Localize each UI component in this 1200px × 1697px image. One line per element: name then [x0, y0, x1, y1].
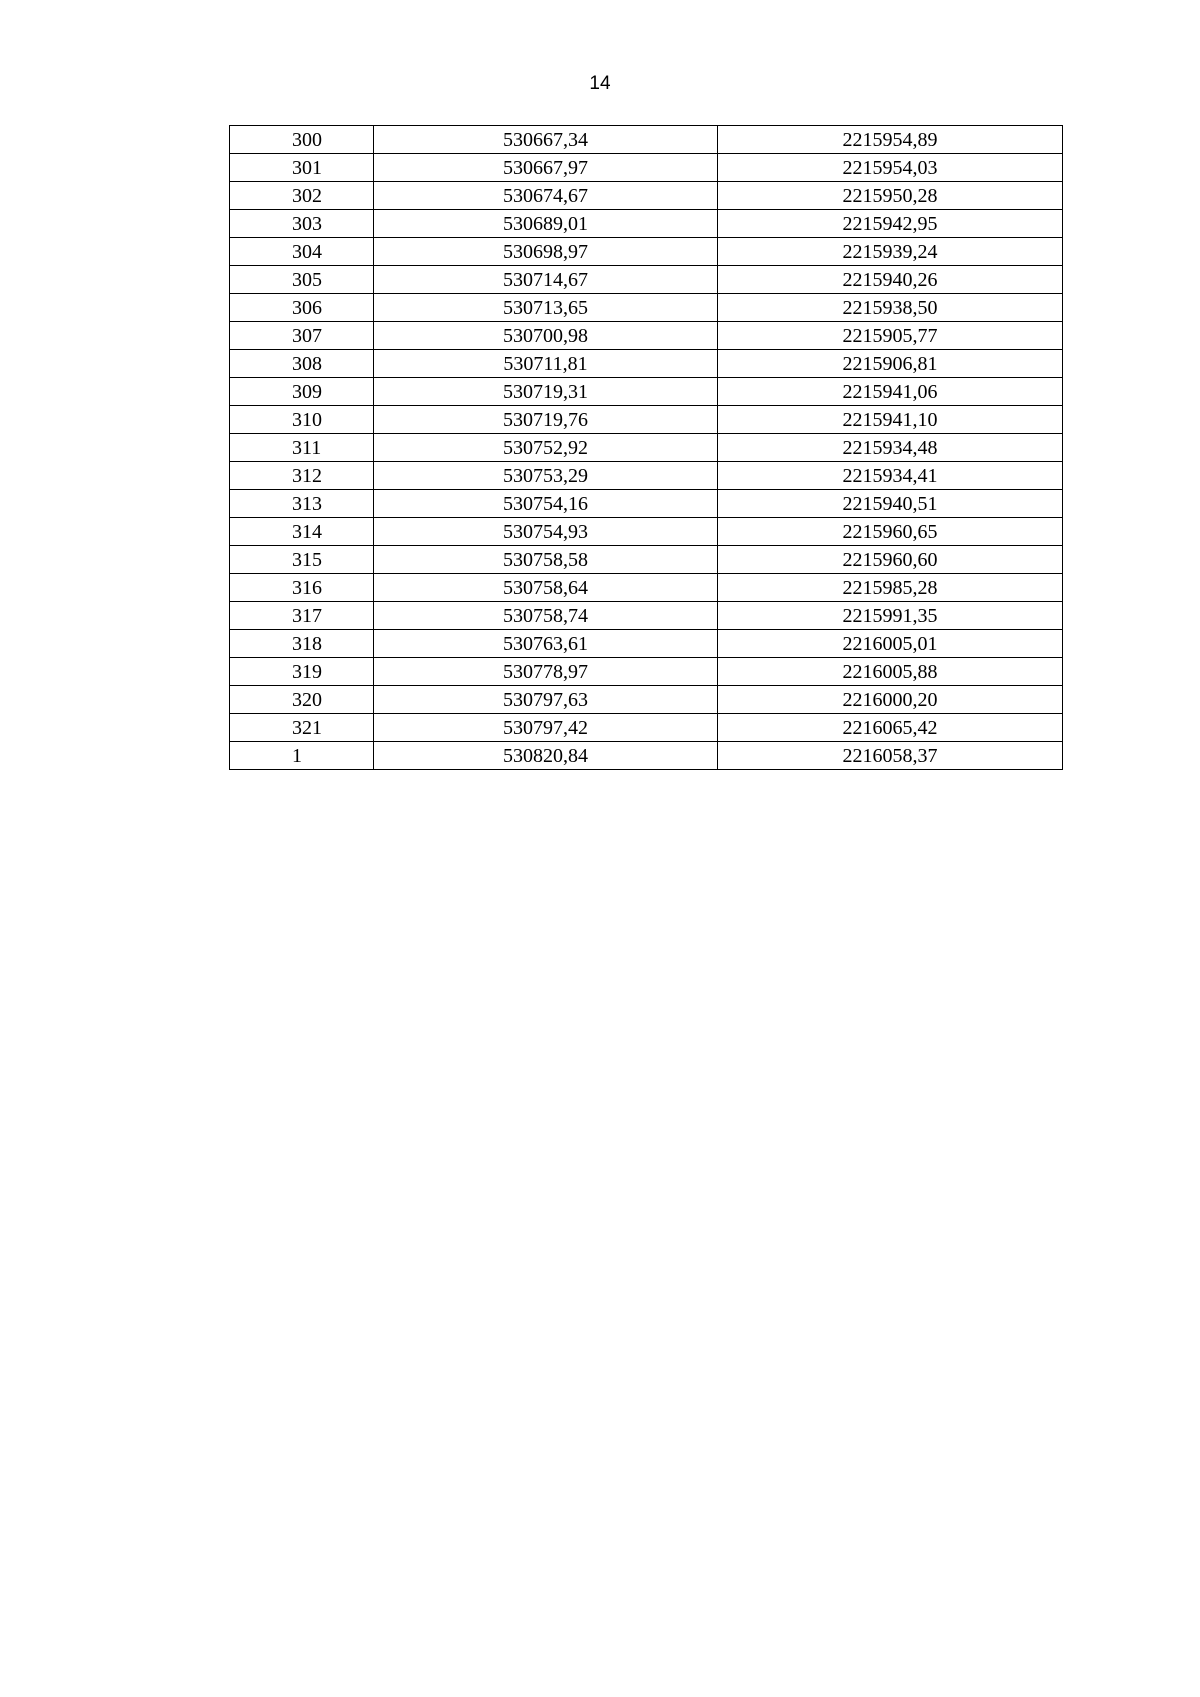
point-number-cell: 309 — [230, 378, 374, 406]
point-number-cell: 320 — [230, 686, 374, 714]
table-row — [230, 434, 1063, 462]
y-coordinate-cell: 2216000,20 — [718, 686, 1063, 714]
coordinates-table — [229, 125, 1063, 770]
y-coordinate-cell: 2216005,01 — [718, 630, 1063, 658]
x-coordinate-cell: 530689,01 — [374, 210, 718, 238]
point-number-cell: 1 — [230, 742, 374, 770]
table-row — [230, 154, 1063, 182]
point-number-cell: 317 — [230, 602, 374, 630]
y-coordinate-cell: 2216065,42 — [718, 714, 1063, 742]
y-coordinate-cell: 2215934,48 — [718, 434, 1063, 462]
x-coordinate-cell: 530763,61 — [374, 630, 718, 658]
x-coordinate-cell: 530713,65 — [374, 294, 718, 322]
x-coordinate-cell: 530752,92 — [374, 434, 718, 462]
x-coordinate-cell: 530719,31 — [374, 378, 718, 406]
x-coordinate-cell: 530778,97 — [374, 658, 718, 686]
table-row — [230, 266, 1063, 294]
table-row — [230, 462, 1063, 490]
point-number-cell: 319 — [230, 658, 374, 686]
table-row — [230, 630, 1063, 658]
point-number-cell: 301 — [230, 154, 374, 182]
point-number-cell: 318 — [230, 630, 374, 658]
y-coordinate-cell: 2215950,28 — [718, 182, 1063, 210]
x-coordinate-cell: 530753,29 — [374, 462, 718, 490]
x-coordinate-cell: 530797,42 — [374, 714, 718, 742]
y-coordinate-cell: 2215941,10 — [718, 406, 1063, 434]
x-coordinate-cell: 530797,63 — [374, 686, 718, 714]
y-coordinate-cell: 2215905,77 — [718, 322, 1063, 350]
point-number-cell: 308 — [230, 350, 374, 378]
table-row — [230, 378, 1063, 406]
table-row — [230, 322, 1063, 350]
table-row — [230, 546, 1063, 574]
point-number-cell: 310 — [230, 406, 374, 434]
point-number-cell: 312 — [230, 462, 374, 490]
y-coordinate-cell: 2216005,88 — [718, 658, 1063, 686]
point-number-cell: 316 — [230, 574, 374, 602]
point-number-cell: 302 — [230, 182, 374, 210]
table-row — [230, 714, 1063, 742]
table-row — [230, 350, 1063, 378]
y-coordinate-cell: 2215939,24 — [718, 238, 1063, 266]
x-coordinate-cell: 530820,84 — [374, 742, 718, 770]
point-number-cell: 304 — [230, 238, 374, 266]
x-coordinate-cell: 530698,97 — [374, 238, 718, 266]
table-row — [230, 406, 1063, 434]
table-row — [230, 238, 1063, 266]
point-number-cell: 313 — [230, 490, 374, 518]
table-row — [230, 658, 1063, 686]
y-coordinate-cell: 2215942,95 — [718, 210, 1063, 238]
x-coordinate-cell: 530758,58 — [374, 546, 718, 574]
y-coordinate-cell: 2216058,37 — [718, 742, 1063, 770]
table-row — [230, 686, 1063, 714]
x-coordinate-cell: 530667,34 — [374, 126, 718, 154]
point-number-cell: 307 — [230, 322, 374, 350]
table-row — [230, 518, 1063, 546]
x-coordinate-cell: 530754,16 — [374, 490, 718, 518]
y-coordinate-cell: 2215960,60 — [718, 546, 1063, 574]
x-coordinate-cell: 530700,98 — [374, 322, 718, 350]
y-coordinate-cell: 2215954,89 — [718, 126, 1063, 154]
table-row — [230, 490, 1063, 518]
y-coordinate-cell: 2215934,41 — [718, 462, 1063, 490]
table-row — [230, 742, 1063, 770]
y-coordinate-cell: 2215940,51 — [718, 490, 1063, 518]
coordinates-table-body — [230, 126, 1063, 770]
x-coordinate-cell: 530719,76 — [374, 406, 718, 434]
point-number-cell: 305 — [230, 266, 374, 294]
point-number-cell: 315 — [230, 546, 374, 574]
point-number-cell: 321 — [230, 714, 374, 742]
y-coordinate-cell: 2215985,28 — [718, 574, 1063, 602]
y-coordinate-cell: 2215991,35 — [718, 602, 1063, 630]
table-row — [230, 182, 1063, 210]
x-coordinate-cell: 530674,67 — [374, 182, 718, 210]
page-number: 14 — [589, 73, 611, 94]
point-number-cell: 314 — [230, 518, 374, 546]
x-coordinate-cell: 530758,64 — [374, 574, 718, 602]
x-coordinate-cell: 530711,81 — [374, 350, 718, 378]
y-coordinate-cell: 2215940,26 — [718, 266, 1063, 294]
y-coordinate-cell: 2215938,50 — [718, 294, 1063, 322]
y-coordinate-cell: 2215954,03 — [718, 154, 1063, 182]
table-row — [230, 294, 1063, 322]
y-coordinate-cell: 2215960,65 — [718, 518, 1063, 546]
x-coordinate-cell: 530758,74 — [374, 602, 718, 630]
point-number-cell: 311 — [230, 434, 374, 462]
point-number-cell: 303 — [230, 210, 374, 238]
point-number-cell: 300 — [230, 126, 374, 154]
x-coordinate-cell: 530754,93 — [374, 518, 718, 546]
table-row — [230, 210, 1063, 238]
table-row — [230, 126, 1063, 154]
table-row — [230, 574, 1063, 602]
point-number-cell: 306 — [230, 294, 374, 322]
x-coordinate-cell: 530714,67 — [374, 266, 718, 294]
x-coordinate-cell: 530667,97 — [374, 154, 718, 182]
y-coordinate-cell: 2215906,81 — [718, 350, 1063, 378]
table-row — [230, 602, 1063, 630]
y-coordinate-cell: 2215941,06 — [718, 378, 1063, 406]
